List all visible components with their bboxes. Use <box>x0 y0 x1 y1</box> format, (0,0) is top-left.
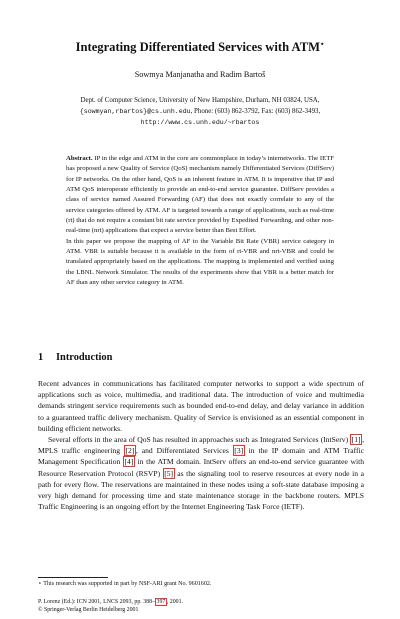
abstract-paragraph-2: In this paper we propose the mapping of AF to the Variable Bit Rate (VBR) service category in ATM. VBR is suitable because it is available in the form of rt-VBR and nrt-VBR and could be translated appropriately based on the applications. The mapping is implemented and verified using the LBNL Network Simulator. The results of the experiments show that VBR is a better match for AF than any other service category in ATM. <box>66 237 334 287</box>
paper-title-text: Integrating Differentiated Services with ATM <box>75 40 320 55</box>
footnote-rule <box>38 577 108 578</box>
copyright-line: © Springer-Verlag Berlin Heidelberg 2001 <box>38 607 139 613</box>
author-url[interactable]: http://www.cs.unh.edu/~rbartos <box>140 119 260 126</box>
intro-text: , MPLS traffic engineering <box>38 435 364 456</box>
citation-link-1[interactable]: [1] <box>351 435 361 445</box>
contact-line <box>30 106 370 117</box>
intro-text: Several efforts in the area of QoS has resulted in approaches such as Integrated Services (IntServ) <box>48 435 351 445</box>
citation-text: P. Lorenz (Ed.): ICN 2001, LNCS 2093, pp. 388– <box>38 599 155 605</box>
title-footnote-mark: ⋆ <box>319 40 325 48</box>
citation-line <box>38 598 368 606</box>
intro-paragraph-1: Recent advances in communications has facilitated computer networks to support a wide spectrum of applications such as voice, multimedia, and traditional data. The introduction of voice and multimedia demands stringent service requirements such as bounded end-to-end delay, and delay variance in addition to a guaranteed traffic delivery mechanism. Quality of Service is envisioned as an essential component in building efficient networks. <box>38 379 364 433</box>
citation-link-3[interactable]: [3] <box>234 446 244 456</box>
intro-text: , and Differentiated Services <box>135 446 233 456</box>
phone-fax: , Phone: (603) 862-3792, Fax: (603) 862-3493, <box>190 108 321 115</box>
intro-paragraph-2 <box>38 434 364 512</box>
section-number: 1 <box>38 352 44 363</box>
citation-text: , 2001. <box>166 599 184 605</box>
citation-link-2[interactable]: [2] <box>125 446 135 456</box>
email-addresses: {sowmyan,rbartos}@cs.unh.edu <box>79 108 191 115</box>
author-list: Sowmya Manjanatha and Radim Bartoš <box>134 70 266 79</box>
paper-title <box>0 40 400 55</box>
affiliation-line: Dept. of Computer Science, University of New Hampshire, Durham, NH 03824, USA, <box>80 97 320 104</box>
footnote: ⋆ This research was supported in part by NSF-ARI grant No. 9601602. <box>38 581 212 587</box>
citation-link-4[interactable]: [4] <box>124 457 134 467</box>
affiliation <box>30 95 370 128</box>
section-heading <box>38 352 368 363</box>
abstract-text-1: IP in the edge and ATM in the core are commonplace in today’s internetworks. The IETF has proposed a new Quality of Service (QoS) mechanism namely Differentiated Services (DiffServ) for IP networks. On the other hand, QoS is an inherent feature in ATM. It is imperative that IP and ATM QoS interoperate efficiently to provide an end-to-end service guarantee. DiffServ provides a class of service named Assured Forwarding (AF) that does not exactly correlate to any of the service categories offered by ATM. AF is targeted towards a range of applications, such as real-time (rt) that do not require a constant bit rate service provided by Expedited Forwarding, and other non-real-time (nrt) applications that expect a service better than Best Effort. <box>66 155 334 235</box>
abstract <box>66 154 334 288</box>
intro-text: as the signaling tool to reserve resources at every node in a path for every flow. The reservations are maintained in these nodes using a soft-state database imposing a very high demand for processing time and state maintenance storage in the backbone routers. MPLS Traffic Engineering is an ongoing effort by the Internet Engineering Task Force (IETF). <box>38 468 364 512</box>
publication-footer <box>38 598 368 614</box>
intro-text: in the IP domain and ATM Traffic Management Specification <box>38 446 364 467</box>
section-title: Introduction <box>56 352 113 363</box>
page-range-link[interactable]: 397 <box>156 599 166 605</box>
abstract-label: Abstract. <box>66 155 93 162</box>
introduction-body <box>38 378 364 512</box>
citation-link-5[interactable]: [5] <box>164 468 174 478</box>
intro-text: in the ATM domain. IntServ offers an end-to-end service guarantee with Resource Reservation Protocol (RSVP) <box>38 457 364 478</box>
abstract-paragraph-1 <box>66 154 334 237</box>
